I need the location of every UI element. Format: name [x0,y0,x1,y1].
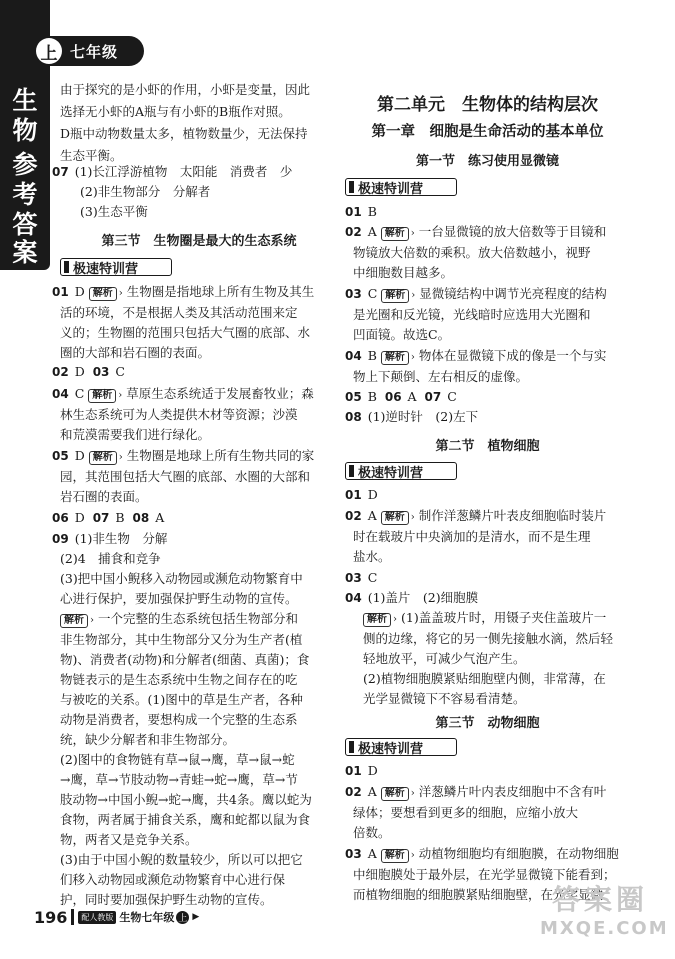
banner-label: 极速特训营 [358,465,424,481]
answer-choice: B [367,348,377,363]
volume-badge: 上 [176,911,189,924]
explanation-line [60,611,298,628]
question-number: 01 [345,764,362,778]
question-number: 06 [52,511,69,525]
arrow-icon: › [411,290,416,301]
answer-choice: A [367,508,377,523]
explanation-text: 物镜放大倍数的乘积。放大倍数越小，视野 [353,245,591,260]
question-number: 07 [92,511,110,525]
question-number: 08 [345,410,362,424]
explanation-text: (1)盖盖玻片时，用镊子夹住盖玻片一 [401,610,607,625]
explanation-text: 物上下颠倒、左右相反的虚像。 [353,369,529,384]
explanation-text: 是光圈和反光镜，光线暗时应选用大光圈和 [353,307,591,322]
explanation-text: (3)由于中国小鲵的数量较少，所以可以把它 [60,852,303,867]
explanation-text: 岩石圈的表面。 [60,489,148,504]
explanation-text: 义的；生物圈的范围只包括大气圈的底部、水 [60,325,311,340]
question-number: 04 [345,349,362,363]
explanation-text: 物链表示的是生态系统中生物之间存在的吃 [60,672,298,687]
question-03 [345,570,377,586]
site-watermark [540,882,669,952]
banner-label: 极速特训营 [73,261,139,277]
answer-choice: C [74,386,85,401]
training-banner [345,738,457,756]
training-banner [345,178,457,196]
answer-text: 心进行保护，要加强保护野生动物的宣传。 [60,591,298,606]
explanation-tag: 解析 [381,289,409,303]
answer-choice: D [74,448,85,463]
banner-mark [349,181,354,193]
answer-text: (1)盖片 (2)细胞膜 [367,590,479,605]
explanation-text: 肢动物→中国小鲵→蛇→鹰，共4条。鹰以蛇为 [60,792,312,807]
question-01 [345,204,377,220]
answer-choice: D [367,487,378,502]
question-04 [52,386,314,403]
page-divider [71,909,74,925]
text-line: 由于探究的是小虾的作用，小虾是变量，因此 [60,82,311,97]
answer-choice: D [74,364,85,379]
banner-label: 极速特训营 [358,741,424,757]
section-title: 第三节 动物细胞 [435,716,540,731]
question-number: 03 [345,847,362,861]
answer-choice: D [367,763,378,778]
edition-badge: 配人教版 [78,911,116,924]
arrow-icon: › [118,390,123,401]
explanation-text: 时在载玻片中央滴加的是清水，而不是生理 [353,529,591,544]
chapter-title: 第一章 细胞是生命活动的基本单位 [371,124,604,140]
questions-05-07 [345,389,457,405]
explanation-text: 活的环境，不是根据人类及其活动范围来定 [60,305,298,320]
question-01 [52,284,314,301]
watermark-url: MXQE.COM [540,918,669,939]
banner-label: 极速特训营 [358,181,424,197]
answer-choice: C [115,364,125,379]
explanation-text: 而植物细胞的细胞膜紧贴细胞壁，在光学显微 [353,887,604,902]
text-line: D瓶中动物数量太多，植物数量少，无法保持 [60,126,308,141]
explanation-text: (2)图中的食物链有草→鼠→鹰，草→鼠→蛇 [60,752,295,767]
answer-choice: C [367,570,378,585]
answer-text: (3)生态平衡 [80,204,148,219]
explanation-text: 护，同时要加强保护野生动物的宣传。 [60,892,273,907]
answer-choice: A [155,510,165,525]
explanation-tag: 解析 [60,614,88,628]
answer-choice: D [74,284,85,299]
explanation-text: 一个完整的生态系统包括生物部分和 [98,611,299,626]
question-number: 01 [345,205,362,219]
explanation-text: 和荒漠需要我们进行绿化。 [60,427,211,442]
question-02 [345,508,606,525]
explanation-text: 统，缺少分解者和非生物部分。 [60,732,236,747]
arrow-icon: › [90,615,94,626]
question-number: 04 [345,591,362,605]
training-banner [60,258,172,276]
explanation-tag: 解析 [381,227,409,241]
question-number: 01 [345,488,362,502]
banner-mark [64,261,69,273]
question-09 [52,531,167,547]
question-02 [345,784,606,801]
explanation-text: 绿体；要想看到更多的细胞，应缩小放大 [353,805,579,820]
explanation-tag: 解析 [89,287,117,301]
explanation-text: (2)植物细胞膜紧贴细胞壁内侧，非常薄，在 [363,671,606,686]
question-07 [52,164,292,180]
question-number: 03 [345,571,362,585]
explanation-text: 制作洋葱鳞片叶表皮细胞临时装片 [418,508,607,523]
explanation-text: 光学显微镜下不容易看清楚。 [363,691,526,706]
question-04 [345,590,478,606]
explanation-line [363,610,606,627]
explanation-tag: 解析 [381,351,409,365]
answer-choice: A [367,784,377,799]
explanation-text: 林生态系统可为人类提供木材等资源；沙漠 [60,407,298,422]
answer-choice: A [407,389,417,404]
explanation-text: 轻地放平，可减少气泡产生。 [363,651,526,666]
answer-choice: D [74,510,85,525]
unit-title: 第二单元 生物体的结构层次 [377,95,598,115]
arrow-icon: › [393,614,397,625]
arrow-icon: › [410,228,415,239]
sidebar-char: 考 [12,180,38,209]
question-01 [345,487,378,503]
section-title: 第一节 练习使用显微镜 [415,154,559,169]
arrow-icon: › [410,352,415,363]
grade-text: 七年级 [70,42,119,61]
question-number: 07 [52,165,69,179]
explanation-text: 动植物细胞均有细胞膜，在动物细胞 [418,846,619,861]
sidebar-char: 案 [12,238,38,267]
explanation-tag: 解析 [381,511,409,525]
section-title: 第二节 植物细胞 [435,439,540,454]
explanation-text: 动物是消费者，要想构成一个完整的生态系 [60,712,298,727]
arrow-icon: › [410,788,415,799]
explanation-text: 中细胞数目越多。 [353,265,454,280]
question-number: 03 [92,365,110,379]
explanation-text: 洋葱鳞片叶内表皮细胞中不含有叶 [418,784,607,799]
questions-02-03 [52,364,125,380]
question-01 [345,763,378,779]
answer-text: (1)非生物 分解 [74,531,168,546]
sidebar-char: 生 [12,86,38,115]
sidebar-char: 参 [12,150,38,179]
explanation-text: 中细胞膜处于最外层，在光学显微镜下能看到； [353,867,616,882]
explanation-text: 倍数。 [353,825,391,840]
question-number: 05 [345,390,362,404]
explanation-text: 物)、消费者(动物)和分解者(细菌、真菌)；食 [60,652,310,667]
text-line: 生态平衡。 [60,148,123,163]
explanation-text: 凹面镜。故选C。 [353,327,451,342]
question-03 [345,286,607,303]
question-04 [345,348,606,365]
explanation-text: 非生物部分，其中生物部分又分为生产者(植 [60,632,303,647]
explanation-tag: 解析 [89,451,117,465]
explanation-tag: 解析 [381,849,409,863]
explanation-text: 草原生态系统适于发展畜牧业；森 [126,386,314,401]
section-title: 第三节 生物圈是最大的生态系统 [101,234,297,249]
question-number: 06 [384,390,402,404]
text-line: 选择无小虾的A瓶与有小虾的B瓶作对照。 [60,104,291,119]
explanation-tag: 解析 [381,787,409,801]
answer-choice: A [367,846,377,861]
page-number: 196 [34,907,68,927]
explanation-tag: 解析 [88,389,116,403]
banner-mark [349,465,354,477]
answer-text: (2)非生物部分 分解者 [80,184,211,199]
triangle-right-icon: ▶ [192,912,200,922]
explanation-text: 侧的边缘，将它的另一侧先接触水滴，然后轻 [363,631,614,646]
banner-mark [349,741,354,753]
question-08 [345,409,478,425]
grade-badge [34,36,144,66]
answer-choice: B [367,204,377,219]
explanation-text: →鹰，草→节肢动物→青蛙→蛇→鹰，草→节 [60,772,298,787]
sidebar-char: 答 [12,210,38,239]
question-number: 07 [424,390,442,404]
question-number: 02 [345,509,362,523]
answer-choice: C [367,286,378,301]
answer-choice: B [115,510,125,525]
explanation-text: 物体在显微镜下成的像是一个与实 [418,348,607,363]
sidebar-char: 物 [12,116,38,145]
explanation-text: 生物圈是地球上所有生物共同的家 [126,448,315,463]
question-number: 05 [52,449,69,463]
question-02 [345,224,606,241]
explanation-text: 显微镜结构中调节光亮程度的结构 [419,286,607,301]
answer-text: (1)逆时针 (2)左下 [367,409,479,424]
question-number: 03 [345,287,362,301]
explanation-text: 物，两者又是竞争关系。 [60,832,198,847]
explanation-text: 盐水。 [353,549,391,564]
page-footer [34,906,199,928]
answer-choice: A [367,224,377,239]
arrow-icon: › [410,512,415,523]
arrow-icon: › [118,288,123,299]
question-number: 09 [52,532,69,546]
explanation-tag: 解析 [363,613,391,627]
question-number: 08 [132,511,150,525]
book-title: 生物七年级 [119,911,175,924]
questions-06-08 [52,510,164,526]
explanation-text: 们移入动物园或濒危动物繁育中心进行保 [60,872,286,887]
explanation-text: 生物圈是指地球上所有生物及其生 [126,284,315,299]
arrow-icon: › [118,452,123,463]
explanation-text: 食物，两者属于捕食关系，鹰和蛇都以鼠为食 [60,812,311,827]
explanation-text: 圈的大部和岩石圈的表面。 [60,345,211,360]
watermark-logo-text: 答案圈 [551,883,648,916]
question-number: 02 [52,365,69,379]
question-number: 02 [345,785,362,799]
answer-text: (3)把中国小鲵移入动物园或濒危动物繁育中 [60,571,303,586]
explanation-text: 园，其范围包括大气圈的底部、水圈的大部和 [60,469,311,484]
question-number: 01 [52,285,69,299]
training-banner [345,462,457,480]
answer-choice: B [367,389,377,404]
arrow-icon: › [410,850,415,861]
grade-circle: 上 [36,38,62,64]
question-number: 04 [52,387,69,401]
explanation-text: 与被吃的关系。(1)图中的草是生产者，各种 [60,692,303,707]
answer-text: (2)4 捕食和竞争 [60,551,161,566]
question-number: 02 [345,225,362,239]
question-03 [345,846,619,863]
answer-text: (1)长江浮游植物 太阳能 消费者 少 [74,164,293,179]
explanation-text: 一台显微镜的放大倍数等于目镜和 [418,224,607,239]
question-05 [52,448,314,465]
answer-choice: C [447,389,457,404]
